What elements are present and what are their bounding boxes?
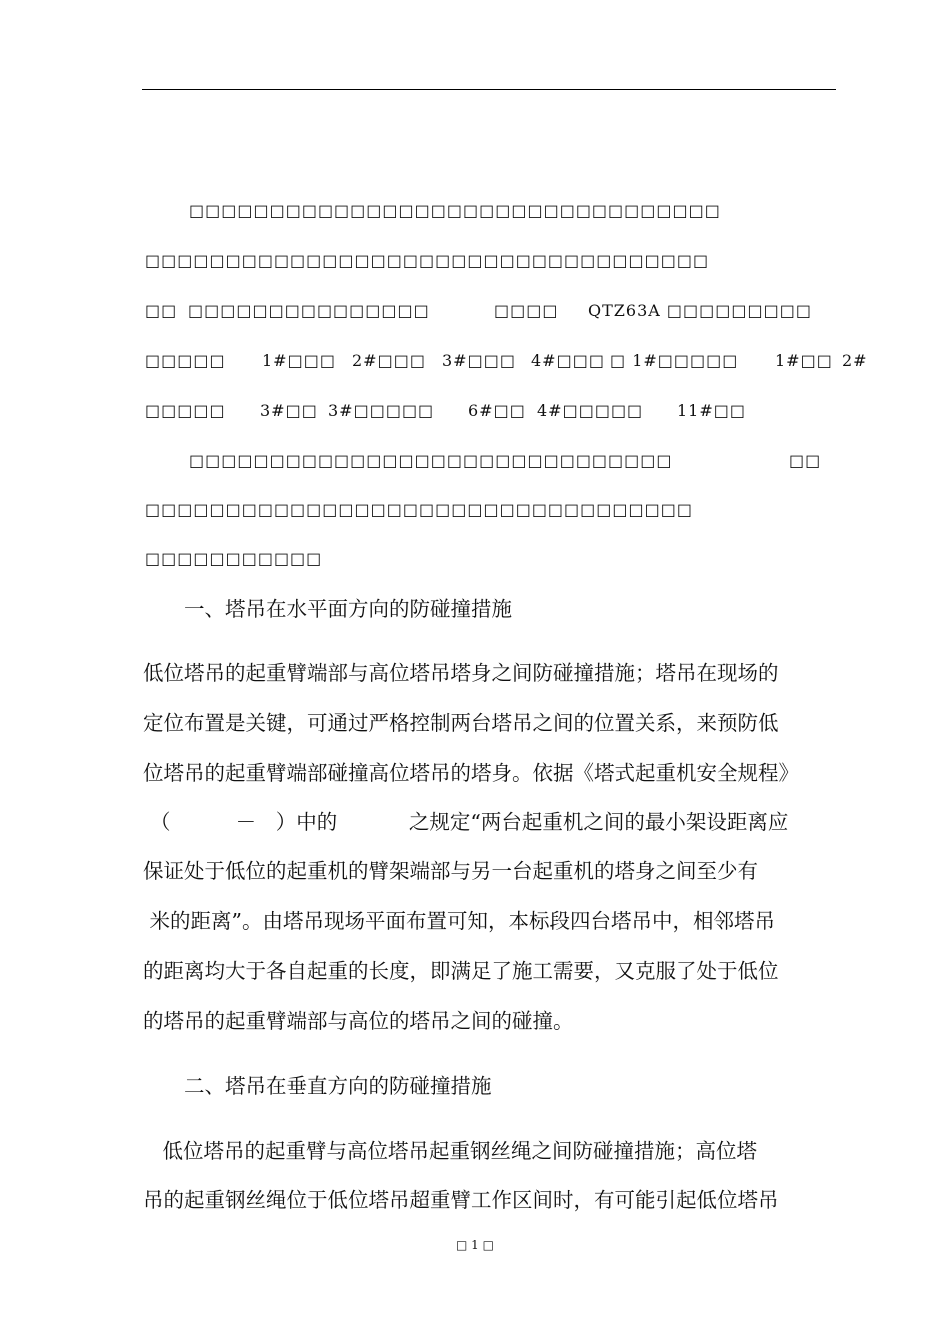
intro-line-6-a: □□□□□□□□□□□□□□□□□□□□□□□□□□□□□□	[189, 451, 673, 470]
section-2-heading: 二、塔吊在垂直方向的防碰撞措施	[184, 1074, 492, 1098]
intro-line-3-b: □□□□□□□□□□□□□□□	[188, 301, 430, 320]
section-1-line: 低位塔吊的起重臂端部与高位塔吊塔身之间防碰撞措施；塔吊在现场的	[143, 661, 779, 685]
section-1-line: 米的距离”。由塔吊现场平面布置可知，本标段四台塔吊中，相邻塔吊	[143, 909, 775, 933]
intro-line-4-item: 1#□□□	[262, 351, 336, 370]
intro-line-5-item: 4#□□□□□	[537, 401, 644, 420]
intro-line-3-d: QTZ63A □□□□□□□□□	[588, 301, 812, 320]
intro-line-8: □□□□□□□□□□□	[145, 549, 323, 568]
intro-line-4-item: 4#□□□	[531, 351, 605, 370]
header-rule	[142, 89, 836, 90]
intro-line-4-item: 2#□□□	[352, 351, 426, 370]
intro-line-2: □□□□□□□□□□□□□□□□□□□□□□□□□□□□□□□□□□□	[145, 251, 710, 270]
intro-line-1: □□□□□□□□□□□□□□□□□□□□□□□□□□□□□□□□□	[189, 201, 721, 220]
intro-line-3-a: □□	[145, 301, 178, 320]
section-2-line: 低位塔吊的起重臂与高位塔吊起重钢丝绳之间防碰撞措施；高位塔	[143, 1139, 758, 1163]
section-1-line: （ － ）中的 之规定“两台起重机之间的最小架设距离应	[150, 810, 789, 834]
section-1-line: 保证处于低位的起重机的臂架端部与另一台起重机的塔身之间至少有	[143, 859, 758, 883]
section-1-line: 的塔吊的起重臂端部与高位的塔吊之间的碰撞。	[143, 1009, 574, 1033]
intro-line-3-c: □□□□	[494, 301, 559, 320]
intro-line-4-item: □□□□□	[145, 351, 226, 370]
intro-line-7: □□□□□□□□□□□□□□□□□□□□□□□□□□□□□□□□□□	[145, 500, 693, 519]
intro-line-6-b: □□	[789, 451, 822, 470]
section-1-line: 的距离均大于各自起重的长度，即满足了施工需要，又克服了处于低位	[143, 959, 779, 983]
intro-line-4-item: 3#□□□	[442, 351, 516, 370]
intro-line-4-item: 1#□□	[775, 351, 833, 370]
page-number: □ 1 □	[456, 1238, 494, 1252]
intro-line-4-item: □ 1#□□□□□	[610, 351, 739, 370]
intro-line-5-item: 6#□□	[468, 401, 526, 420]
intro-line-4-item: 2#	[842, 351, 868, 370]
intro-line-5-item: 3#□□□□□	[328, 401, 435, 420]
section-2-line: 吊的起重钢丝绳位于低位塔吊超重臂工作区间时，有可能引起低位塔吊	[143, 1188, 779, 1212]
intro-line-5-item: □□□□□	[145, 401, 226, 420]
intro-line-5-item: 11#□□	[677, 401, 746, 420]
section-1-line: 定位布置是关键，可通过严格控制两台塔吊之间的位置关系，来预防低	[143, 711, 779, 735]
section-1-line: 位塔吊的起重臂端部碰撞高位塔吊的塔身。依据《塔式起重机安全规程》	[143, 761, 799, 785]
section-1-heading: 一、塔吊在水平面方向的防碰撞措施	[184, 597, 512, 621]
intro-line-5-item: 3#□□	[260, 401, 318, 420]
